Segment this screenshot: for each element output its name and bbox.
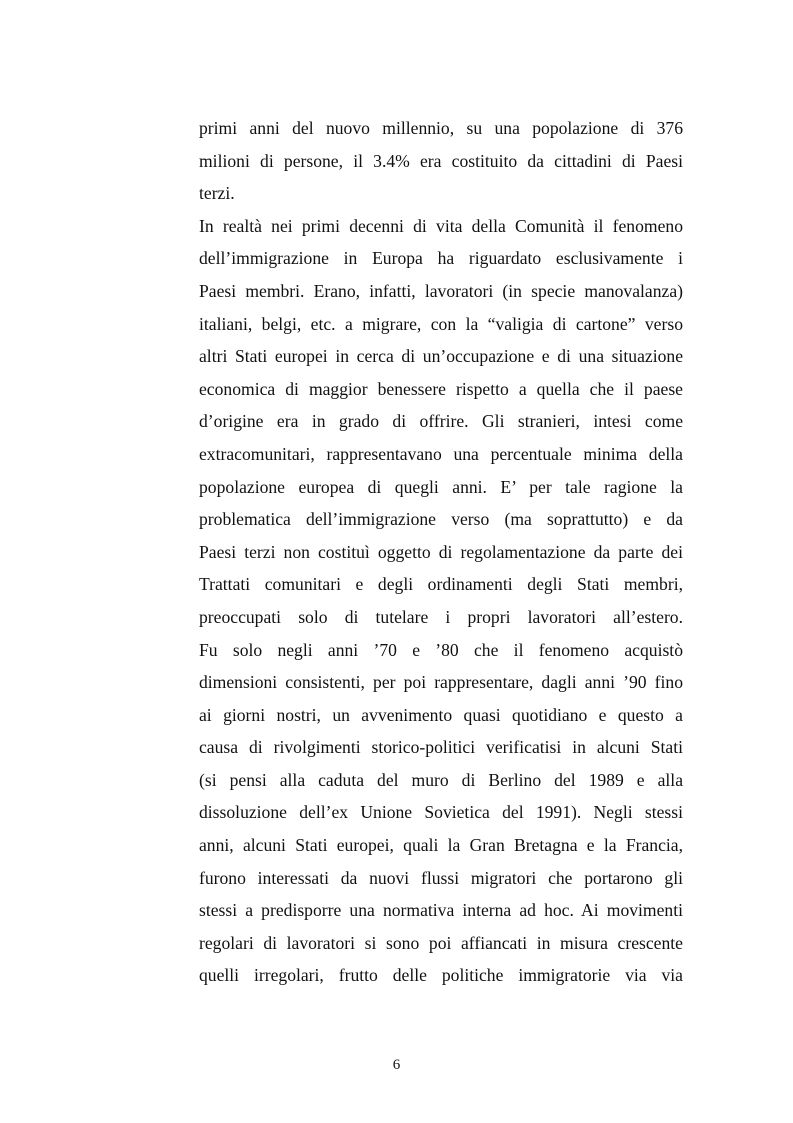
text-line: preoccupati solo di tutelare i propri lavoratori all’estero. xyxy=(199,606,683,627)
text-line: primi anni del nuovo millennio, su una popolazione di 376 xyxy=(199,118,683,138)
page-number: 6 xyxy=(392,1057,401,1073)
text-line: stessi a predisporre una normativa interna ad hoc. Ai movimenti xyxy=(199,900,683,921)
text-line: extracomunitari, rappresentavano una percentuale minima della xyxy=(199,443,683,464)
text-line: economica di maggior benessere rispetto a quella che il paese xyxy=(199,378,683,399)
text-line: Paesi terzi non costituì oggetto di regolamentazione da parte dei xyxy=(199,541,683,562)
text-line: dissoluzione dell’ex Unione Sovietica del 1991). Negli stessi xyxy=(199,802,683,823)
body-text xyxy=(199,112,683,992)
text-line: Fu solo negli anni ’70 e ’80 che il fenomeno acquistò xyxy=(199,639,683,660)
text-line: regolari di lavoratori si sono poi affiancati in misura crescente xyxy=(199,932,683,953)
text-line: d’origine era in grado di offrire. Gli stranieri, intesi come xyxy=(199,411,683,432)
text-line: dimensioni consistenti, per poi rappresentare, dagli anni ’90 fino xyxy=(199,672,683,693)
text-line: In realtà nei primi decenni di vita della Comunità il fenomeno xyxy=(199,215,683,236)
text-line: anni, alcuni Stati europei, quali la Gran Bretagna e la Francia, xyxy=(199,835,683,856)
text-line: ai giorni nostri, un avvenimento quasi quotidiano e questo a xyxy=(199,704,683,725)
text-line: quelli irregolari, frutto delle politiche immigratorie via via xyxy=(199,965,683,986)
text-line: (si pensi alla caduta del muro di Berlino del 1989 e alla xyxy=(199,769,683,790)
text-line: causa di rivolgimenti storico-politici verificatisi in alcuni Stati xyxy=(199,737,683,758)
text-line: terzi. xyxy=(199,183,235,204)
text-line: milioni di persone, il 3.4% era costituito da cittadini di Paesi xyxy=(199,150,683,171)
text-line: Trattati comunitari e degli ordinamenti degli Stati membri, xyxy=(199,574,683,595)
text-line: italiani, belgi, etc. a migrare, con la “valigia di cartone” verso xyxy=(199,313,683,334)
text-line: altri Stati europei in cerca di un’occupazione e di una situazione xyxy=(199,346,683,367)
text-line: popolazione europea di quegli anni. E’ per tale ragione la xyxy=(199,476,683,497)
text-line: problematica dell’immigrazione verso (ma soprattutto) e da xyxy=(199,509,683,530)
text-line: furono interessati da nuovi flussi migratori che portarono gli xyxy=(199,867,683,888)
text-line: dell’immigrazione in Europa ha riguardato esclusivamente i xyxy=(199,248,683,269)
text-line: Paesi membri. Erano, infatti, lavoratori (in specie manovalanza) xyxy=(199,280,683,301)
